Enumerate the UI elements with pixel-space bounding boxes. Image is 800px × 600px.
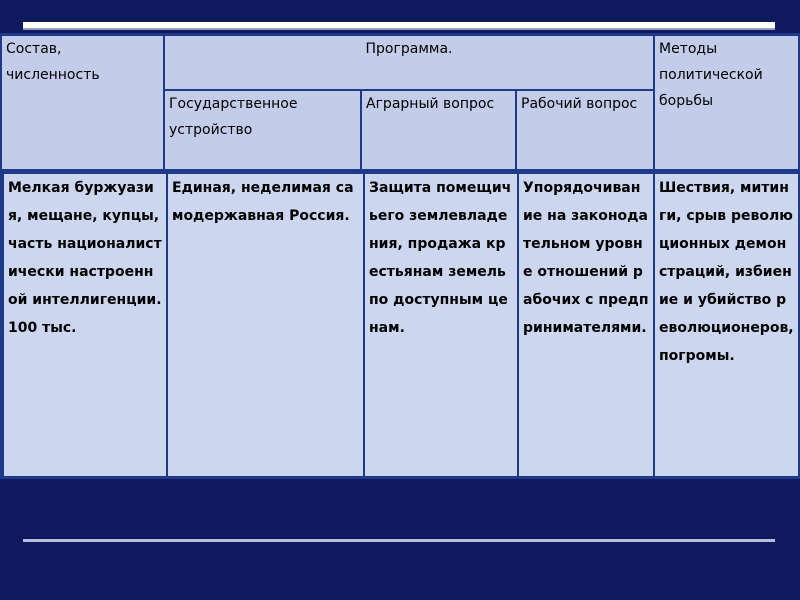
header-program: Программа. [165, 36, 653, 89]
cell-agrarian-question: Защита помещичьего землевладения, продажа крестьянам земель по доступным ценам. [365, 174, 517, 476]
header-methods: Методы политической борьбы [655, 36, 798, 169]
header-agrarian-question: Аграрный вопрос [362, 91, 515, 169]
cell-composition: Мелкая буржуазия, мещане, купцы, часть националистически настроенной интеллигенции. 100 тыс. [4, 174, 166, 476]
cell-labor-question: Упорядочивание на законодательном уровне отношений рабочих с предпринимателями. [519, 174, 653, 476]
cell-methods: Шествия, митинги, срыв революционных демонстраций, избиение и убийство революционеров, погромы. [655, 174, 798, 476]
program-table [0, 33, 800, 479]
bottom-divider [23, 539, 775, 542]
header-composition: Состав, численность [2, 36, 163, 169]
header-labor-question: Рабочий вопрос [517, 91, 653, 169]
top-divider [23, 22, 775, 28]
cell-state-structure: Единая, неделимая самодержавная Россия. [168, 174, 363, 476]
header-state-structure: Государственное устройство [165, 91, 360, 169]
